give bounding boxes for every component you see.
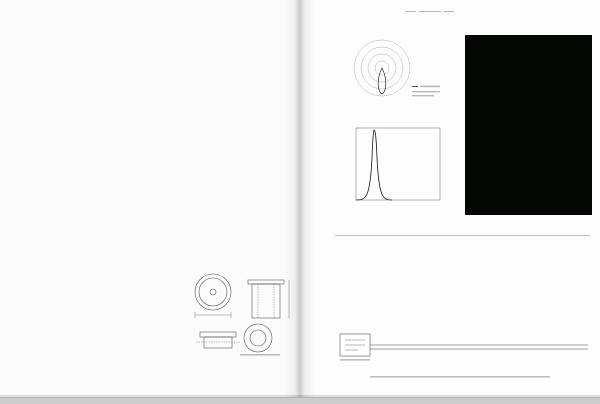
polar-legend [412,86,440,97]
green-grass-scene [465,35,592,215]
install-flange [200,332,236,337]
running-header-mark [406,10,454,14]
legend-swatch [412,86,418,87]
sleeve-top-inner [250,330,266,346]
white-product-image [94,265,160,333]
rgb-product-image [28,263,92,329]
caption-mark [240,354,280,356]
top-view-inner [199,278,227,306]
legend-text-mark [412,95,434,96]
page-bottom-shadow [0,395,600,398]
beam-lobe [378,68,386,94]
side-view-flange [248,280,284,284]
header-mark-line [444,11,454,12]
controller-caption-mark [340,359,370,361]
beam-curve [356,130,392,200]
tech-specs [198,86,298,92]
main-product-image [20,84,180,236]
wiring-diagram [336,326,594,382]
install-body [204,337,232,348]
top-view-center [210,289,216,295]
header-mark-line [406,11,416,12]
polar-distribution-diagram [350,36,445,104]
legend-text-mark [420,86,440,88]
side-view-body [252,284,280,318]
wiring-caption-mark [370,376,550,378]
application-photo [465,35,592,215]
beam-angle-graph [352,118,442,202]
dimension-drawings [194,266,298,360]
header-mark-text [419,11,441,12]
heading-rule [335,235,590,236]
sleeve-top-outer [244,324,272,352]
legend-text-mark [412,91,440,92]
top-view-outer [195,274,231,310]
